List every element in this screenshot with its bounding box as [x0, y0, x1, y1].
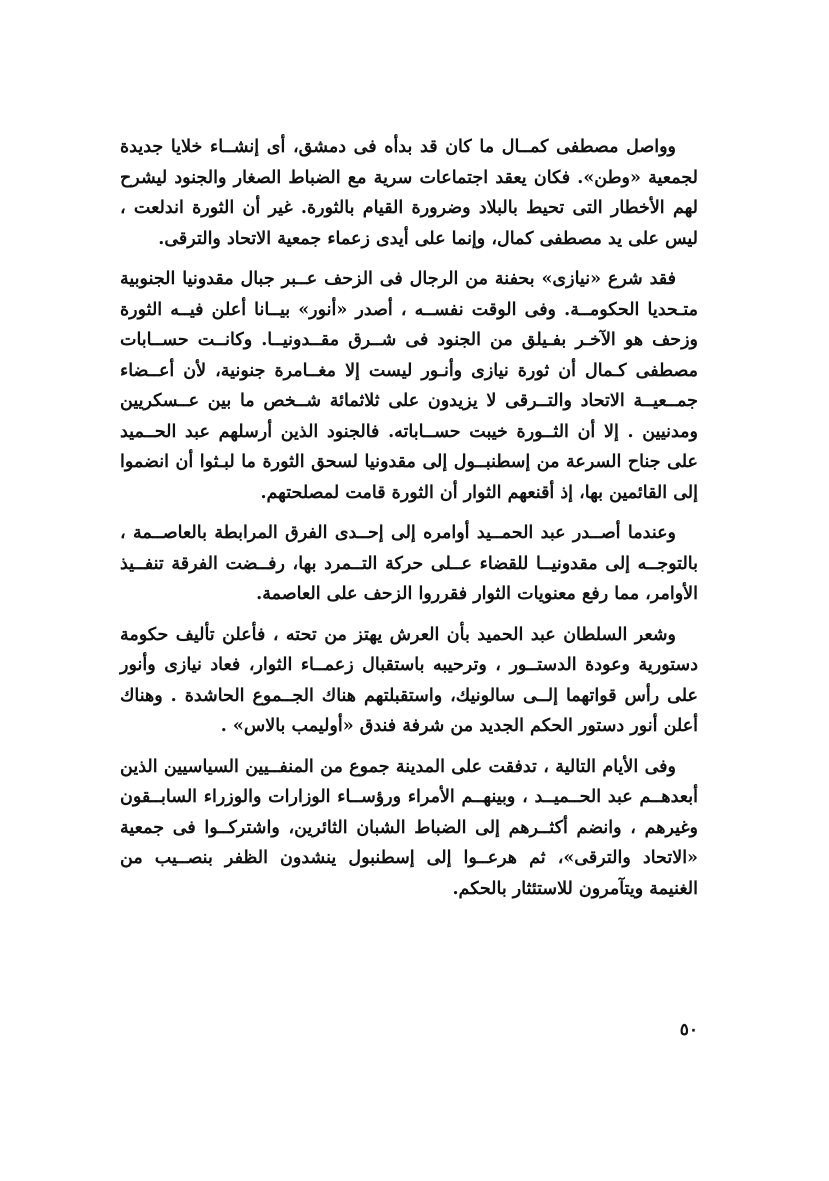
paragraph-3: وعندما أصــدر عبد الحمــيد أوامره إلى إحــدى الفرق المرابطة بالعاصــمة ، بالتوجــه إلى مقدونيــا للقضاء عــلى حركة التــمرد بها، رفــضت الفرقة تنفــيذ الأوامر، مما رفع معنويات الثوار فقرروا الزحف على العاصمة. — [120, 523, 698, 604]
page-number: ٥٠ — [679, 1020, 698, 1040]
paragraph-4: وشعر السلطان عبد الحميد بأن العرش يهتز من تحته ، فأعلن تأليف حكومة دستورية وعودة الدستــور ، وترحيبه باستقبال زعمــاء الثوار، فعاد نيازى وأنور على رأس قواتهما إلــى سالونيك، واستقبلتهم هناك الجــموع الحاشدة . وهناك أعلن أنور دستور الحكم الجديد من شرفة فندق «أوليمب بالاس» . — [120, 624, 698, 736]
body-text — [120, 132, 698, 904]
paragraph-2: فقد شرع «نيازى» بحفنة من الرجال فى الزحف عــبر جبال مقدونيا الجنوبية متـحديا الحكومــة. وفى الوقت نفســه ، أصدر «أنور» بيــانا أعلن فيــه الثورة وزحف هو الآخـر بفـيلق من الجنود فى شــرق مقــدونيــا. وكانــت حســابات مصطفى كـمال أن ثورة نيازى وأنـور ليست إلا مغــامرة جنونية، لأن أعــضاء جمــعيــة الاتحاد والتــرقى لا يزيدون على ثلاثمائة شــخص ما بين عــسكريين ومدنيين . إلا أن الثــورة خيبت حســاباته. فالجنود الذين أرسلهم عبد الحــميد على جناح السرعة من إسطنبــول إلى مقدونيا لسحق الثورة ما لبـثوا أن انضموا إلى القائمين بها، إذ أقنعهم الثوار أن الثورة قامت لمصلحتهم. — [120, 269, 698, 503]
paragraph-5: وفى الأيام التالية ، تدفقت على المدينة جموع من المنفــيين السياسيين الذين أبعدهــم عبد الحــميــد ، وبينهــم الأمراء ورؤســاء الوزارات والوزراء السابــقون وغيرهم ، وانضم أكثــرهم إلى الضباط الشبان الثائرين، واشتركــوا فى جمعية «الاتحاد والترقى»، ثم هرعــوا إلى إسطنبول ينشدون الظفر بنصــيب من الغنيمة ويتآمرون للاستئثار بالحكم. — [120, 756, 698, 899]
paragraph-1: وواصل مصطفى كمــال ما كان قد بدأه فى دمشق، أى إنشــاء خلايا جديدة لجمعية «وطن». فكان يعقد اجتماعات سرية مع الضباط الصغار والجنود ليشرح لهم الأخطار التى تحيط بالبلاد وضرورة القيام بالثورة. غير أن الثورة اندلعت ، ليس على يد مصطفى كمال، وإنما على أيدى زعماء جمعية الاتحاد والترقى. — [120, 137, 698, 249]
